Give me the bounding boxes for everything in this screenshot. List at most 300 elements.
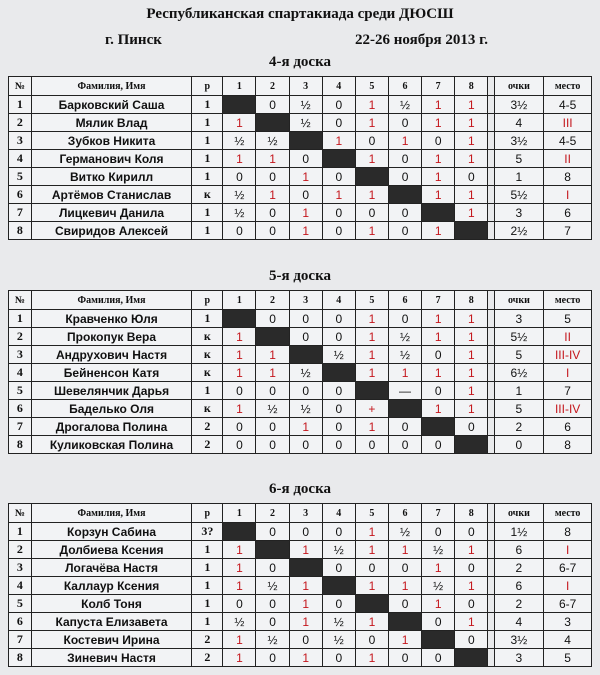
player-rank: 1 <box>192 310 223 328</box>
col-round-header: 1 <box>223 77 256 96</box>
col-num-header: № <box>9 291 32 310</box>
result-cell: 1 <box>256 186 289 204</box>
place-cell: 8 <box>544 523 592 541</box>
result-cell: 0 <box>256 310 289 328</box>
col-round-header: 7 <box>422 291 455 310</box>
player-number: 4 <box>9 150 32 168</box>
result-cell: 1 <box>223 577 256 595</box>
result-cell: 0 <box>455 559 488 577</box>
player-rank: 2 <box>192 631 223 649</box>
table-row <box>9 168 592 186</box>
result-cell: 1 <box>355 114 388 132</box>
place-cell: I <box>544 186 592 204</box>
result-cell: 0 <box>355 559 388 577</box>
result-cell: 0 <box>322 559 355 577</box>
diagonal-cell <box>455 436 488 454</box>
result-cell: 0 <box>256 523 289 541</box>
result-cell: ½ <box>223 186 256 204</box>
diagonal-cell <box>388 400 421 418</box>
result-cell: 0 <box>256 222 289 240</box>
result-cell: 0 <box>355 204 388 222</box>
player-rank: 1 <box>192 222 223 240</box>
player-number: 1 <box>9 96 32 114</box>
table-row <box>9 222 592 240</box>
result-cell: ½ <box>223 132 256 150</box>
player-name: Зубков Никита <box>31 132 192 150</box>
player-number: 5 <box>9 595 32 613</box>
result-cell: 0 <box>322 310 355 328</box>
col-round-header: 2 <box>256 77 289 96</box>
player-number: 2 <box>9 328 32 346</box>
points-cell: 5½ <box>494 186 544 204</box>
result-cell: ½ <box>256 631 289 649</box>
result-cell: 1 <box>388 577 421 595</box>
result-cell: 1 <box>223 541 256 559</box>
result-cell: 1 <box>289 577 322 595</box>
result-cell: 0 <box>422 613 455 631</box>
points-cell: 3½ <box>494 631 544 649</box>
diagonal-cell <box>455 649 488 667</box>
result-cell: — <box>388 382 421 400</box>
result-cell: 0 <box>388 114 421 132</box>
result-cell: 0 <box>422 436 455 454</box>
player-number: 2 <box>9 114 32 132</box>
result-cell: 0 <box>355 436 388 454</box>
result-cell: ½ <box>388 328 421 346</box>
result-cell: 1 <box>355 310 388 328</box>
diagonal-cell <box>223 310 256 328</box>
col-round-header: 1 <box>223 504 256 523</box>
points-cell: 6 <box>494 541 544 559</box>
result-cell: 1 <box>422 96 455 114</box>
table-row <box>9 96 592 114</box>
col-round-header: 5 <box>355 77 388 96</box>
col-num-header: № <box>9 77 32 96</box>
result-cell: 1 <box>455 204 488 222</box>
player-number: 5 <box>9 168 32 186</box>
dates-label: 22-26 ноября 2013 г. <box>355 32 489 48</box>
col-round-header: 3 <box>289 77 322 96</box>
table-row <box>9 204 592 222</box>
result-cell: 0 <box>223 222 256 240</box>
col-round-header: 6 <box>388 291 421 310</box>
result-cell: 0 <box>322 436 355 454</box>
col-place-header: место <box>544 77 592 96</box>
diagonal-cell <box>289 132 322 150</box>
col-round-header: 2 <box>256 291 289 310</box>
result-cell: 0 <box>256 96 289 114</box>
points-cell: 5 <box>494 150 544 168</box>
result-cell: 1 <box>388 631 421 649</box>
result-cell: 1 <box>455 346 488 364</box>
player-rank: 1 <box>192 382 223 400</box>
points-cell: 6 <box>494 577 544 595</box>
result-cell: 1 <box>355 418 388 436</box>
result-cell: ½ <box>322 346 355 364</box>
result-cell: 1 <box>355 523 388 541</box>
result-cell: 0 <box>256 418 289 436</box>
place-cell: III <box>544 114 592 132</box>
result-cell: ½ <box>289 400 322 418</box>
player-rank: 2 <box>192 436 223 454</box>
col-round-header: 3 <box>289 504 322 523</box>
diagonal-cell <box>355 168 388 186</box>
place-cell: 7 <box>544 222 592 240</box>
result-cell: 1 <box>455 114 488 132</box>
player-rank: 1 <box>192 150 223 168</box>
result-cell: 0 <box>388 436 421 454</box>
player-rank: 2 <box>192 649 223 667</box>
col-num-header: № <box>9 504 32 523</box>
place-cell: 7 <box>544 382 592 400</box>
result-cell: 0 <box>422 346 455 364</box>
result-cell: 1 <box>355 577 388 595</box>
result-cell: 0 <box>223 168 256 186</box>
result-cell: 1 <box>322 132 355 150</box>
result-cell: 1 <box>355 346 388 364</box>
result-cell: 0 <box>256 559 289 577</box>
player-rank: 1 <box>192 595 223 613</box>
table-row <box>9 649 592 667</box>
col-name-header: Фамилия, Имя <box>31 291 192 310</box>
place-cell: 8 <box>544 168 592 186</box>
table-row <box>9 541 592 559</box>
player-name: Бейненсон Катя <box>31 364 192 382</box>
result-cell: 0 <box>322 523 355 541</box>
player-rank: 1 <box>192 204 223 222</box>
col-rank-header: р <box>192 291 223 310</box>
player-name: Кравченко Юля <box>31 310 192 328</box>
table-row <box>9 577 592 595</box>
result-cell: 0 <box>322 204 355 222</box>
result-cell: 1 <box>422 328 455 346</box>
diagonal-cell <box>256 328 289 346</box>
result-cell: 0 <box>388 595 421 613</box>
player-name: Дрогалова Полина <box>31 418 192 436</box>
table-row <box>9 523 592 541</box>
document-title: Республиканская спартакиада среди ДЮСШ <box>146 6 454 22</box>
result-cell: ½ <box>223 204 256 222</box>
crosstable <box>8 290 592 454</box>
player-name: Андрухович Настя <box>31 346 192 364</box>
player-number: 1 <box>9 523 32 541</box>
result-cell: 1 <box>455 150 488 168</box>
col-round-header: 1 <box>223 291 256 310</box>
result-cell: 1 <box>355 328 388 346</box>
result-cell: 1 <box>256 364 289 382</box>
result-cell: 1 <box>388 364 421 382</box>
result-cell: 1 <box>223 328 256 346</box>
col-round-header: 4 <box>322 504 355 523</box>
result-cell: 1 <box>223 346 256 364</box>
result-cell: 0 <box>223 436 256 454</box>
col-rank-header: р <box>192 77 223 96</box>
player-number: 8 <box>9 222 32 240</box>
result-cell: 1 <box>289 613 322 631</box>
result-cell: 0 <box>289 382 322 400</box>
col-round-header: 8 <box>455 77 488 96</box>
points-cell: 2 <box>494 595 544 613</box>
player-name: Каллаур Ксения <box>31 577 192 595</box>
result-cell: 1 <box>422 150 455 168</box>
result-cell: 1 <box>422 168 455 186</box>
player-number: 1 <box>9 310 32 328</box>
player-rank: 1 <box>192 96 223 114</box>
player-name: Барковский Саша <box>31 96 192 114</box>
result-cell: 1 <box>422 310 455 328</box>
col-name-header: Фамилия, Имя <box>31 77 192 96</box>
header-row <box>9 291 592 310</box>
player-number: 2 <box>9 541 32 559</box>
col-round-header: 6 <box>388 77 421 96</box>
col-round-header: 4 <box>322 291 355 310</box>
place-cell: 5 <box>544 649 592 667</box>
result-cell: 1 <box>355 150 388 168</box>
result-cell: 0 <box>256 168 289 186</box>
player-rank: 1 <box>192 168 223 186</box>
result-cell: 1 <box>422 400 455 418</box>
result-cell: 1 <box>422 186 455 204</box>
diagonal-cell <box>289 346 322 364</box>
place-cell: I <box>544 541 592 559</box>
player-number: 6 <box>9 400 32 418</box>
result-cell: 0 <box>256 649 289 667</box>
result-cell: 1 <box>355 222 388 240</box>
result-cell: 0 <box>422 649 455 667</box>
col-round-header: 8 <box>455 504 488 523</box>
player-name: Прокопук Вера <box>31 328 192 346</box>
result-cell: ½ <box>322 613 355 631</box>
place-cell: 4 <box>544 631 592 649</box>
result-cell: 1 <box>289 222 322 240</box>
result-cell: ½ <box>422 541 455 559</box>
points-cell: 3 <box>494 649 544 667</box>
crosstable <box>8 76 592 240</box>
table-row <box>9 310 592 328</box>
col-round-header: 7 <box>422 504 455 523</box>
player-number: 8 <box>9 649 32 667</box>
player-rank: 1 <box>192 114 223 132</box>
table-row <box>9 613 592 631</box>
result-cell: 0 <box>289 523 322 541</box>
player-name: Баделько Оля <box>31 400 192 418</box>
player-number: 6 <box>9 613 32 631</box>
diagonal-cell <box>322 150 355 168</box>
board-title: 4-я доска <box>268 54 332 70</box>
col-place-header: место <box>544 504 592 523</box>
table-row <box>9 364 592 382</box>
result-cell: 1 <box>355 96 388 114</box>
result-cell: ½ <box>388 346 421 364</box>
diagonal-cell <box>455 222 488 240</box>
points-cell: 6½ <box>494 364 544 382</box>
points-cell: 4 <box>494 613 544 631</box>
result-cell: ½ <box>322 541 355 559</box>
player-number: 4 <box>9 364 32 382</box>
player-rank: 1 <box>192 577 223 595</box>
place-cell: 3 <box>544 613 592 631</box>
player-name: Логачёва Настя <box>31 559 192 577</box>
result-cell: 0 <box>388 559 421 577</box>
table-row <box>9 400 592 418</box>
result-cell: 1 <box>388 541 421 559</box>
result-cell: 0 <box>289 328 322 346</box>
result-cell: 1 <box>223 559 256 577</box>
col-name-header: Фамилия, Имя <box>31 504 192 523</box>
result-cell: 1 <box>289 418 322 436</box>
place-cell: I <box>544 364 592 382</box>
diagonal-cell <box>388 613 421 631</box>
result-cell: 1 <box>422 364 455 382</box>
points-cell: 3½ <box>494 132 544 150</box>
place-cell: III-IV <box>544 346 592 364</box>
result-cell: 1 <box>289 204 322 222</box>
result-cell: 1 <box>455 613 488 631</box>
points-cell: 3½ <box>494 96 544 114</box>
diagonal-cell <box>322 364 355 382</box>
table-row <box>9 346 592 364</box>
result-cell: 1 <box>256 150 289 168</box>
player-number: 3 <box>9 132 32 150</box>
board-title: 6-я доска <box>268 481 332 497</box>
place-cell: 6-7 <box>544 595 592 613</box>
result-cell: 1 <box>388 132 421 150</box>
result-cell: 1 <box>455 96 488 114</box>
place-cell: II <box>544 328 592 346</box>
result-cell: 0 <box>355 631 388 649</box>
result-cell: 0 <box>256 382 289 400</box>
place-cell: 8 <box>544 436 592 454</box>
result-cell: 1 <box>455 541 488 559</box>
player-rank: 1 <box>192 541 223 559</box>
result-cell: 0 <box>355 132 388 150</box>
result-cell: 1 <box>455 328 488 346</box>
result-cell: 1 <box>223 114 256 132</box>
result-cell: 0 <box>455 523 488 541</box>
col-round-header: 3 <box>289 291 322 310</box>
result-cell: 1 <box>355 613 388 631</box>
result-cell: ½ <box>422 577 455 595</box>
points-cell: 2½ <box>494 222 544 240</box>
result-cell: 0 <box>455 595 488 613</box>
result-cell: 1 <box>422 559 455 577</box>
result-cell: 1 <box>355 364 388 382</box>
result-cell: 0 <box>223 595 256 613</box>
result-cell: 1 <box>223 649 256 667</box>
table-row <box>9 418 592 436</box>
place-cell: I <box>544 577 592 595</box>
points-cell: 5 <box>494 400 544 418</box>
diagonal-cell <box>355 595 388 613</box>
player-rank: 1 <box>192 132 223 150</box>
diagonal-cell <box>256 541 289 559</box>
diagonal-cell <box>355 382 388 400</box>
result-cell: 1 <box>289 649 322 667</box>
col-round-header: 5 <box>355 291 388 310</box>
col-round-header: 7 <box>422 77 455 96</box>
result-cell: ½ <box>223 613 256 631</box>
result-cell: 1 <box>322 186 355 204</box>
result-cell: 0 <box>256 613 289 631</box>
diagonal-cell <box>223 96 256 114</box>
player-rank: 3? <box>192 523 223 541</box>
result-cell: ½ <box>388 96 421 114</box>
result-cell: 0 <box>422 523 455 541</box>
result-cell: 0 <box>455 168 488 186</box>
player-name: Корзун Сабина <box>31 523 192 541</box>
result-cell: 0 <box>388 649 421 667</box>
result-cell: 0 <box>322 595 355 613</box>
diagonal-cell <box>322 577 355 595</box>
table-row <box>9 631 592 649</box>
result-cell: 1 <box>289 541 322 559</box>
crosstable <box>8 503 592 667</box>
result-cell: 0 <box>289 436 322 454</box>
result-cell: 1 <box>355 649 388 667</box>
result-cell: 1 <box>223 631 256 649</box>
result-cell: 0 <box>322 96 355 114</box>
result-cell: 0 <box>322 649 355 667</box>
diagonal-cell <box>422 204 455 222</box>
result-cell: 0 <box>289 186 322 204</box>
place-cell: 6-7 <box>544 559 592 577</box>
result-cell: 1 <box>422 114 455 132</box>
result-cell: 1 <box>455 186 488 204</box>
diagonal-cell <box>289 559 322 577</box>
result-cell: 0 <box>256 204 289 222</box>
result-cell: 1 <box>455 310 488 328</box>
result-cell: 0 <box>388 222 421 240</box>
player-rank: 1 <box>192 559 223 577</box>
player-name: Германович Коля <box>31 150 192 168</box>
result-cell: 1 <box>455 364 488 382</box>
points-cell: 1 <box>494 382 544 400</box>
table-row <box>9 436 592 454</box>
result-cell: 0 <box>256 436 289 454</box>
player-number: 7 <box>9 631 32 649</box>
result-cell: 0 <box>289 631 322 649</box>
points-cell: 4 <box>494 114 544 132</box>
result-cell: 0 <box>388 150 421 168</box>
result-cell: 0 <box>322 400 355 418</box>
result-cell: 0 <box>322 382 355 400</box>
player-name: Шевелянчик Дарья <box>31 382 192 400</box>
points-cell: 2 <box>494 559 544 577</box>
player-name: Костевич Ирина <box>31 631 192 649</box>
player-rank: к <box>192 186 223 204</box>
result-cell: ½ <box>256 400 289 418</box>
result-cell: 1 <box>422 222 455 240</box>
diagonal-cell <box>223 523 256 541</box>
result-cell: 1 <box>223 150 256 168</box>
result-cell: 0 <box>388 310 421 328</box>
points-cell: 1½ <box>494 523 544 541</box>
table-row <box>9 132 592 150</box>
player-rank: к <box>192 364 223 382</box>
result-cell: 1 <box>455 400 488 418</box>
player-name: Витко Кирилл <box>31 168 192 186</box>
place-cell: 6 <box>544 418 592 436</box>
result-cell: ½ <box>289 114 322 132</box>
points-cell: 5 <box>494 346 544 364</box>
table-row <box>9 595 592 613</box>
city-label: г. Пинск <box>105 32 162 48</box>
result-cell: 0 <box>455 631 488 649</box>
col-points-header: очки <box>494 77 544 96</box>
player-number: 7 <box>9 418 32 436</box>
points-cell: 3 <box>494 204 544 222</box>
place-cell: 4-5 <box>544 132 592 150</box>
